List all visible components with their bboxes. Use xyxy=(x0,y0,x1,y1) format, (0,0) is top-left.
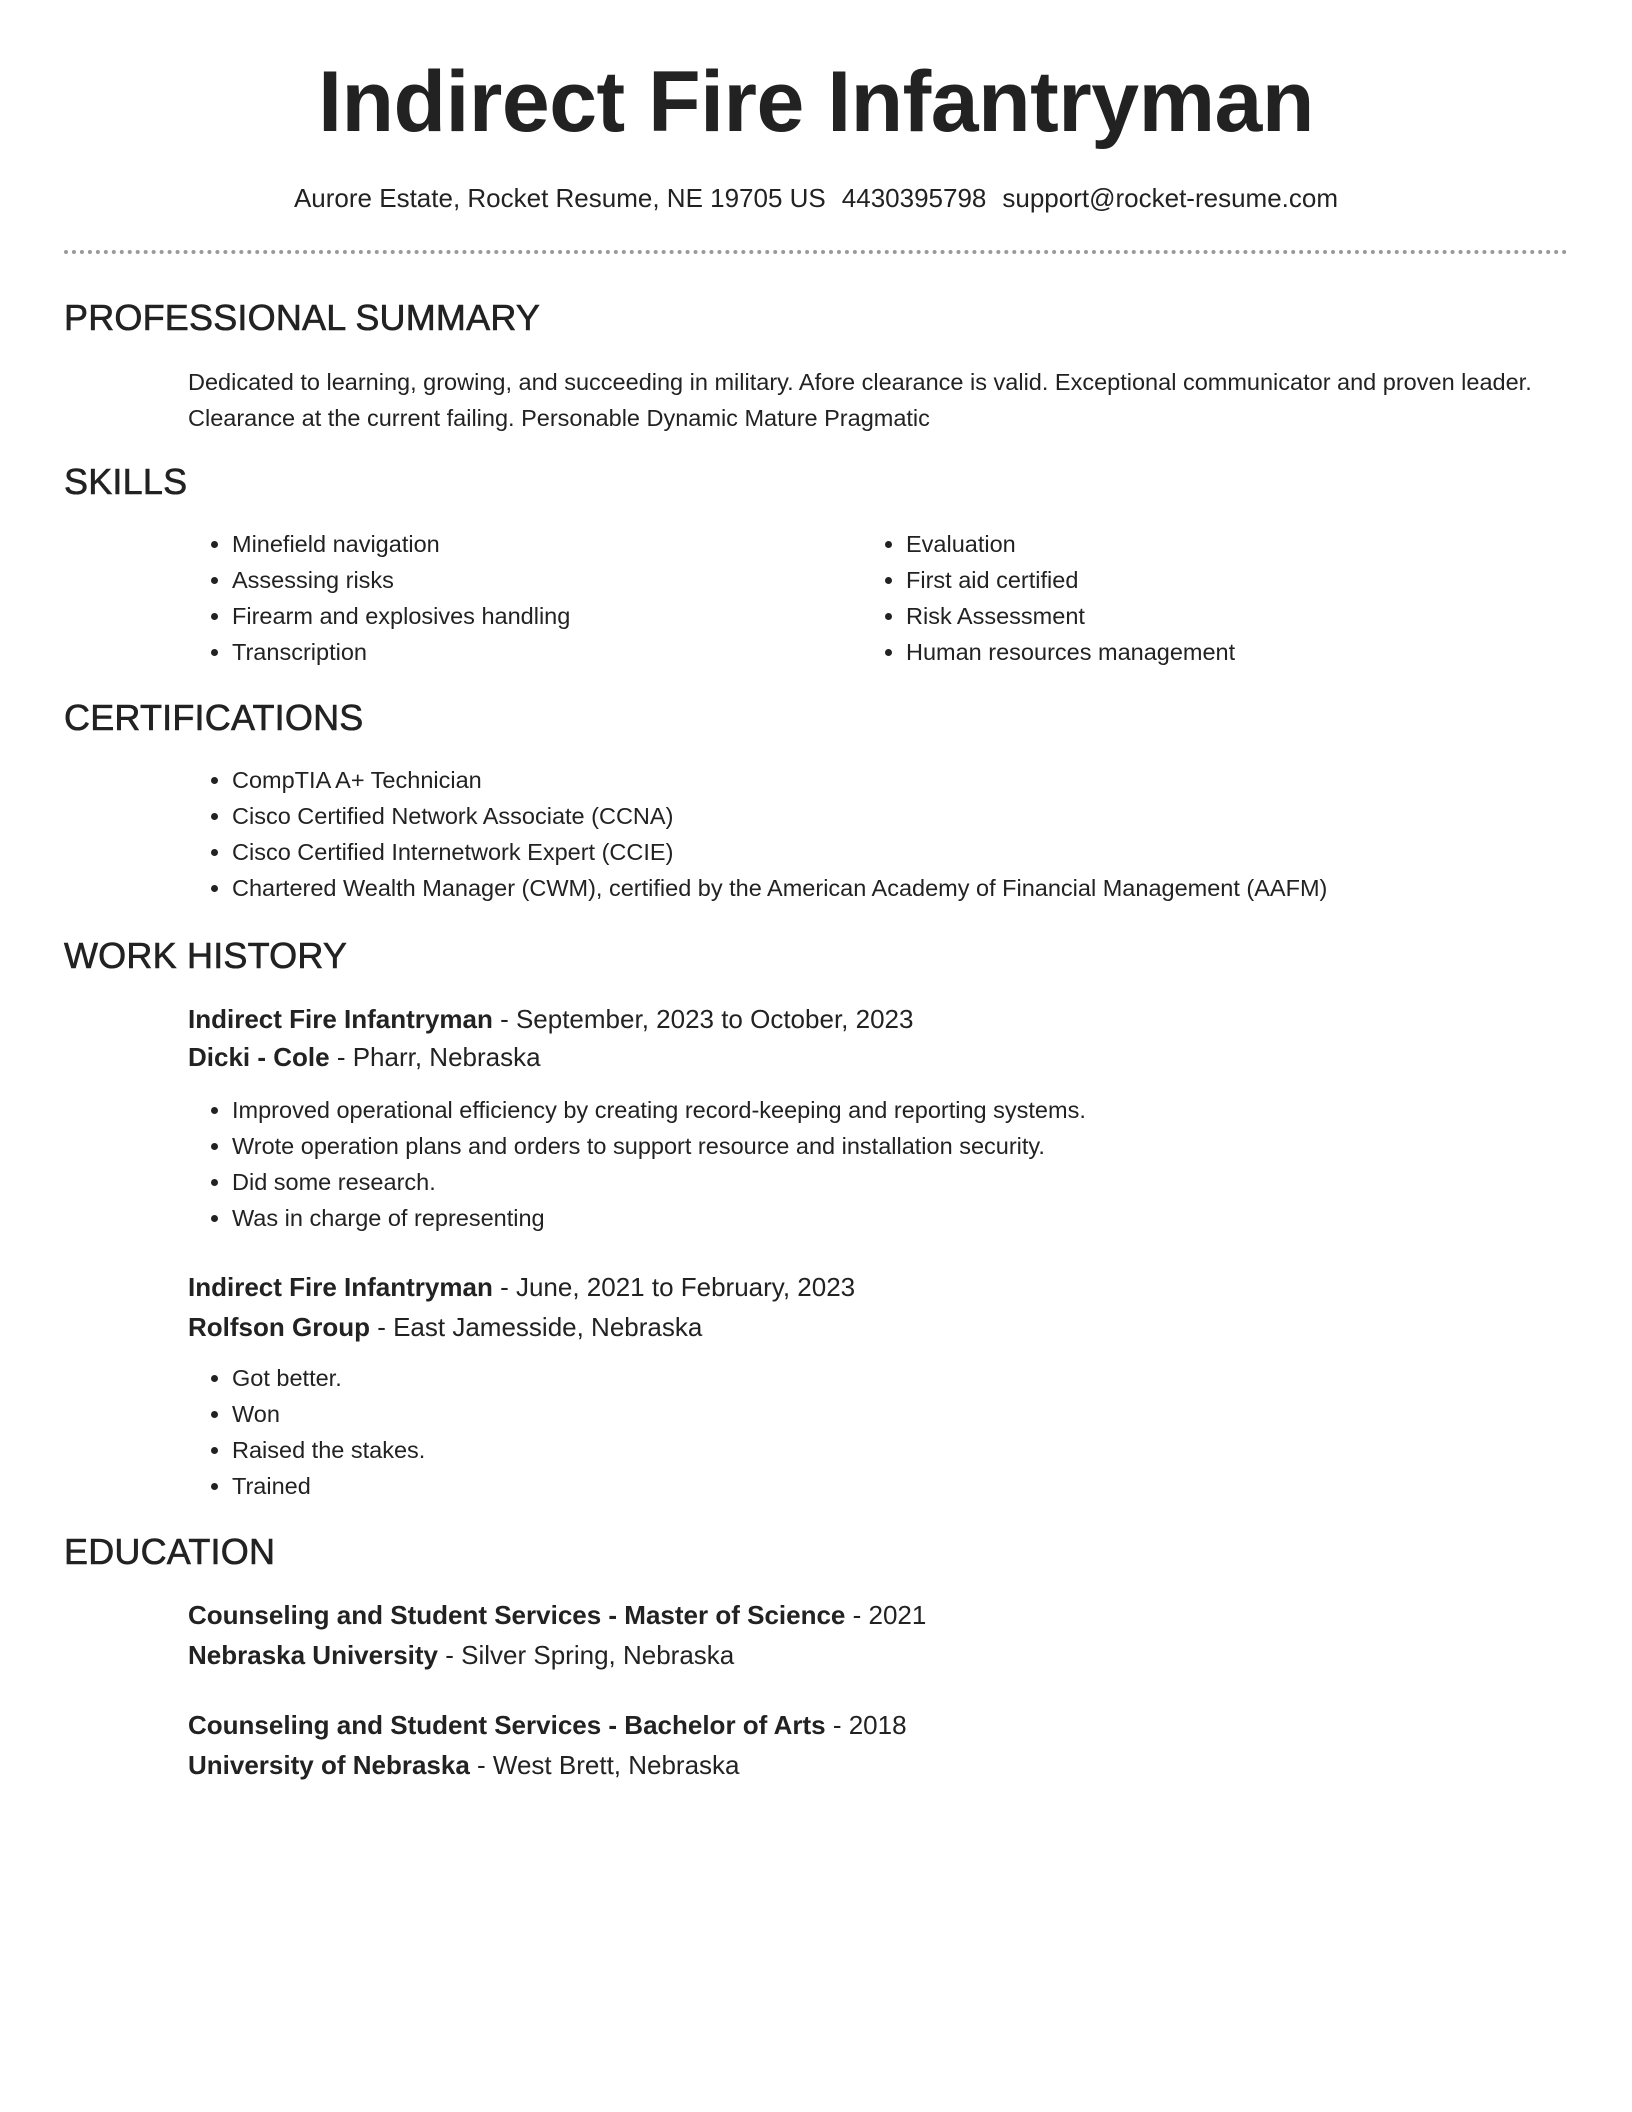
education-degree-line xyxy=(188,1596,926,1634)
education-school-line xyxy=(188,1636,734,1674)
job-title-line xyxy=(188,1000,913,1038)
list-item: • First aid certified xyxy=(906,562,1546,598)
list-item: • CompTIA A+ Technician xyxy=(232,762,1612,798)
list-item: • Did some research. xyxy=(232,1164,1612,1200)
list-item: • Raised the stakes. xyxy=(232,1432,1612,1468)
certifications-list xyxy=(188,762,1612,906)
list-item: • Was in charge of representing xyxy=(232,1200,1612,1236)
education-location: - Silver Spring, Nebraska xyxy=(438,1640,735,1670)
education-location: - West Brett, Nebraska xyxy=(469,1750,740,1780)
job-company: Rolfson Group xyxy=(188,1312,370,1342)
education-degree: Counseling and Student Services - Bachelor of Arts xyxy=(188,1710,826,1740)
list-item: • Human resources management xyxy=(906,634,1546,670)
education-heading: EDUCATION xyxy=(64,1531,276,1572)
list-item: • Cisco Certified Network Associate (CCNA) xyxy=(232,798,1612,834)
education-year: - 2021 xyxy=(845,1600,927,1630)
resume-name: Indirect Fire Infantryman xyxy=(318,54,1314,150)
job-company-line xyxy=(188,1308,702,1346)
job-bullets xyxy=(188,1360,1612,1504)
job-company-line xyxy=(188,1038,541,1076)
education-year: - 2018 xyxy=(825,1710,907,1740)
list-item: • Minefield navigation xyxy=(232,526,852,562)
skills-list-left xyxy=(188,526,852,670)
list-item: • Evaluation xyxy=(906,526,1546,562)
certifications-heading: CERTIFICATIONS xyxy=(64,697,364,738)
list-item: • Trained xyxy=(232,1468,1612,1504)
list-item: • Improved operational efficiency by creating record-keeping and reporting systems. xyxy=(232,1092,1612,1128)
job-role: Indirect Fire Infantryman xyxy=(188,1004,493,1034)
job-dates: - September, 2023 to October, 2023 xyxy=(492,1004,914,1034)
list-item: • Wrote operation plans and orders to support resource and installation security. xyxy=(232,1128,1612,1164)
summary-text: Dedicated to learning, growing, and succeeding in military. Afore clearance is valid. Exceptional communicator and proven leader. Clearance at the current failing. Personable Dynamic Mature Pragmatic xyxy=(188,369,1532,431)
education-school: Nebraska University xyxy=(188,1640,439,1670)
list-item: • Risk Assessment xyxy=(906,598,1546,634)
list-item: • Assessing risks xyxy=(232,562,852,598)
skills-heading: SKILLS xyxy=(64,461,188,502)
skills-list-right xyxy=(862,526,1546,670)
job-title-line xyxy=(188,1268,855,1306)
job-location: - Pharr, Nebraska xyxy=(329,1042,541,1072)
education-degree-line xyxy=(188,1706,907,1744)
list-item: • Transcription xyxy=(232,634,852,670)
job-role: Indirect Fire Infantryman xyxy=(188,1272,493,1302)
list-item: • Cisco Certified Internetwork Expert (CCIE) xyxy=(232,834,1612,870)
list-item: • Chartered Wealth Manager (CWM), certified by the American Academy of Financial Management (AAFM) xyxy=(232,870,1612,906)
contact-address: Aurore Estate, Rocket Resume, NE 19705 US xyxy=(293,183,826,213)
contact-phone: 4430395798 xyxy=(841,183,987,213)
education-school-line xyxy=(188,1746,740,1784)
contact-line xyxy=(0,180,1632,216)
job-bullets xyxy=(188,1092,1612,1236)
work-heading: WORK HISTORY xyxy=(64,935,348,976)
summary-heading: PROFESSIONAL SUMMARY xyxy=(64,297,541,338)
job-dates: - June, 2021 to February, 2023 xyxy=(492,1272,856,1302)
job-location: - East Jamesside, Nebraska xyxy=(369,1312,703,1342)
list-item: • Won xyxy=(232,1396,1612,1432)
contact-email: support@rocket-resume.com xyxy=(1002,183,1339,213)
education-school: University of Nebraska xyxy=(188,1750,470,1780)
header-divider xyxy=(64,250,1568,254)
list-item: • Got better. xyxy=(232,1360,1612,1396)
job-company: Dicki - Cole xyxy=(188,1042,330,1072)
education-degree: Counseling and Student Services - Master of Science xyxy=(188,1600,846,1630)
list-item: • Firearm and explosives handling xyxy=(232,598,852,634)
